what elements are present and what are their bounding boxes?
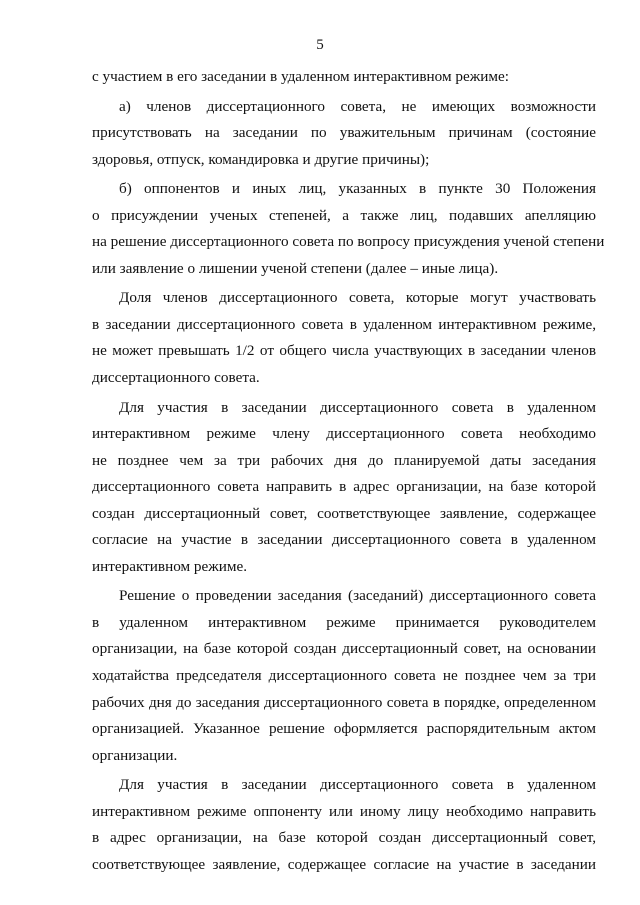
text-line: согласие на участие в заседании диссертационного совета в удаленном bbox=[92, 531, 596, 549]
text-line: или заявление о лишении ученой степени (далее – иные лица). bbox=[92, 259, 499, 277]
text-line: б) оппонентов и иных лиц, указанных в пункте 30 Положения bbox=[119, 180, 596, 198]
text-line: в удаленном интерактивном режиме принимается руководителем bbox=[92, 613, 596, 631]
text-line: в заседании диссертационного совета в удаленном интерактивном режиме, bbox=[92, 315, 596, 333]
text-line: с участием в его заседании в удаленном интерактивном режиме: bbox=[92, 68, 509, 85]
text-line: не может превышать 1/2 от общего числа участвующих в заседании членов bbox=[92, 342, 596, 360]
text-line: интерактивном режиме оппоненту или иному лицу необходимо направить bbox=[92, 802, 596, 820]
text-line: Доля членов диссертационного совета, которые могут участвовать bbox=[119, 289, 596, 307]
paragraph bbox=[92, 94, 596, 174]
text-line: о присуждении ученых степеней, а также лиц, подавших апелляцию bbox=[92, 206, 596, 224]
text-line: организацией. Указанное решение оформляется распорядительным актом bbox=[92, 720, 596, 738]
text-line: соответствующее заявление, содержащее согласие на участие в заседании bbox=[92, 855, 596, 873]
text-line: в адрес организации, на базе которой создан диссертационный совет, bbox=[92, 829, 596, 847]
text-line: ходатайства председателя диссертационного совета не позднее чем за три bbox=[92, 667, 596, 685]
page-number: 5 bbox=[316, 37, 324, 53]
text-line: диссертационного совета. bbox=[92, 369, 260, 387]
paragraph bbox=[92, 64, 596, 91]
paragraph bbox=[92, 772, 596, 878]
text-line: присутствовать на заседании по уважительным причинам (состояние bbox=[92, 124, 596, 142]
text-line: не позднее чем за три рабочих дня до планируемой даты заседания bbox=[92, 451, 596, 469]
text-line: здоровья, отпуск, командировка и другие причины); bbox=[92, 150, 430, 168]
text-line: Для участия в заседании диссертационного совета в удаленном bbox=[119, 776, 596, 794]
text-line: Для участия в заседании диссертационного совета в удаленном bbox=[119, 398, 596, 416]
text-line: рабочих дня до заседания диссертационного совета в порядке, определенном bbox=[92, 693, 596, 711]
text-line: на решение диссертационного совета по вопросу присуждения ученой степени bbox=[92, 233, 605, 251]
text-line: диссертационного совета направить в адрес организации, на базе которой bbox=[92, 478, 596, 496]
text-line: интерактивном режиме. bbox=[92, 557, 248, 575]
text-line: организации, на базе которой создан диссертационный совет, на основании bbox=[92, 640, 596, 658]
text-line: а) членов диссертационного совета, не имеющих возможности bbox=[119, 97, 596, 115]
paragraph bbox=[92, 395, 596, 581]
text-line: интерактивном режиме члену диссертационного совета необходимо bbox=[92, 425, 596, 443]
text-line: создан диссертационный совет, соответствующее заявление, содержащее bbox=[92, 504, 596, 522]
paragraph bbox=[92, 583, 596, 769]
document-body bbox=[92, 64, 605, 878]
text-line: организации. bbox=[92, 746, 178, 764]
paragraph bbox=[92, 285, 596, 391]
text-line: Решение о проведении заседания (заседаний) диссертационного совета bbox=[119, 587, 596, 605]
paragraph bbox=[92, 176, 605, 282]
